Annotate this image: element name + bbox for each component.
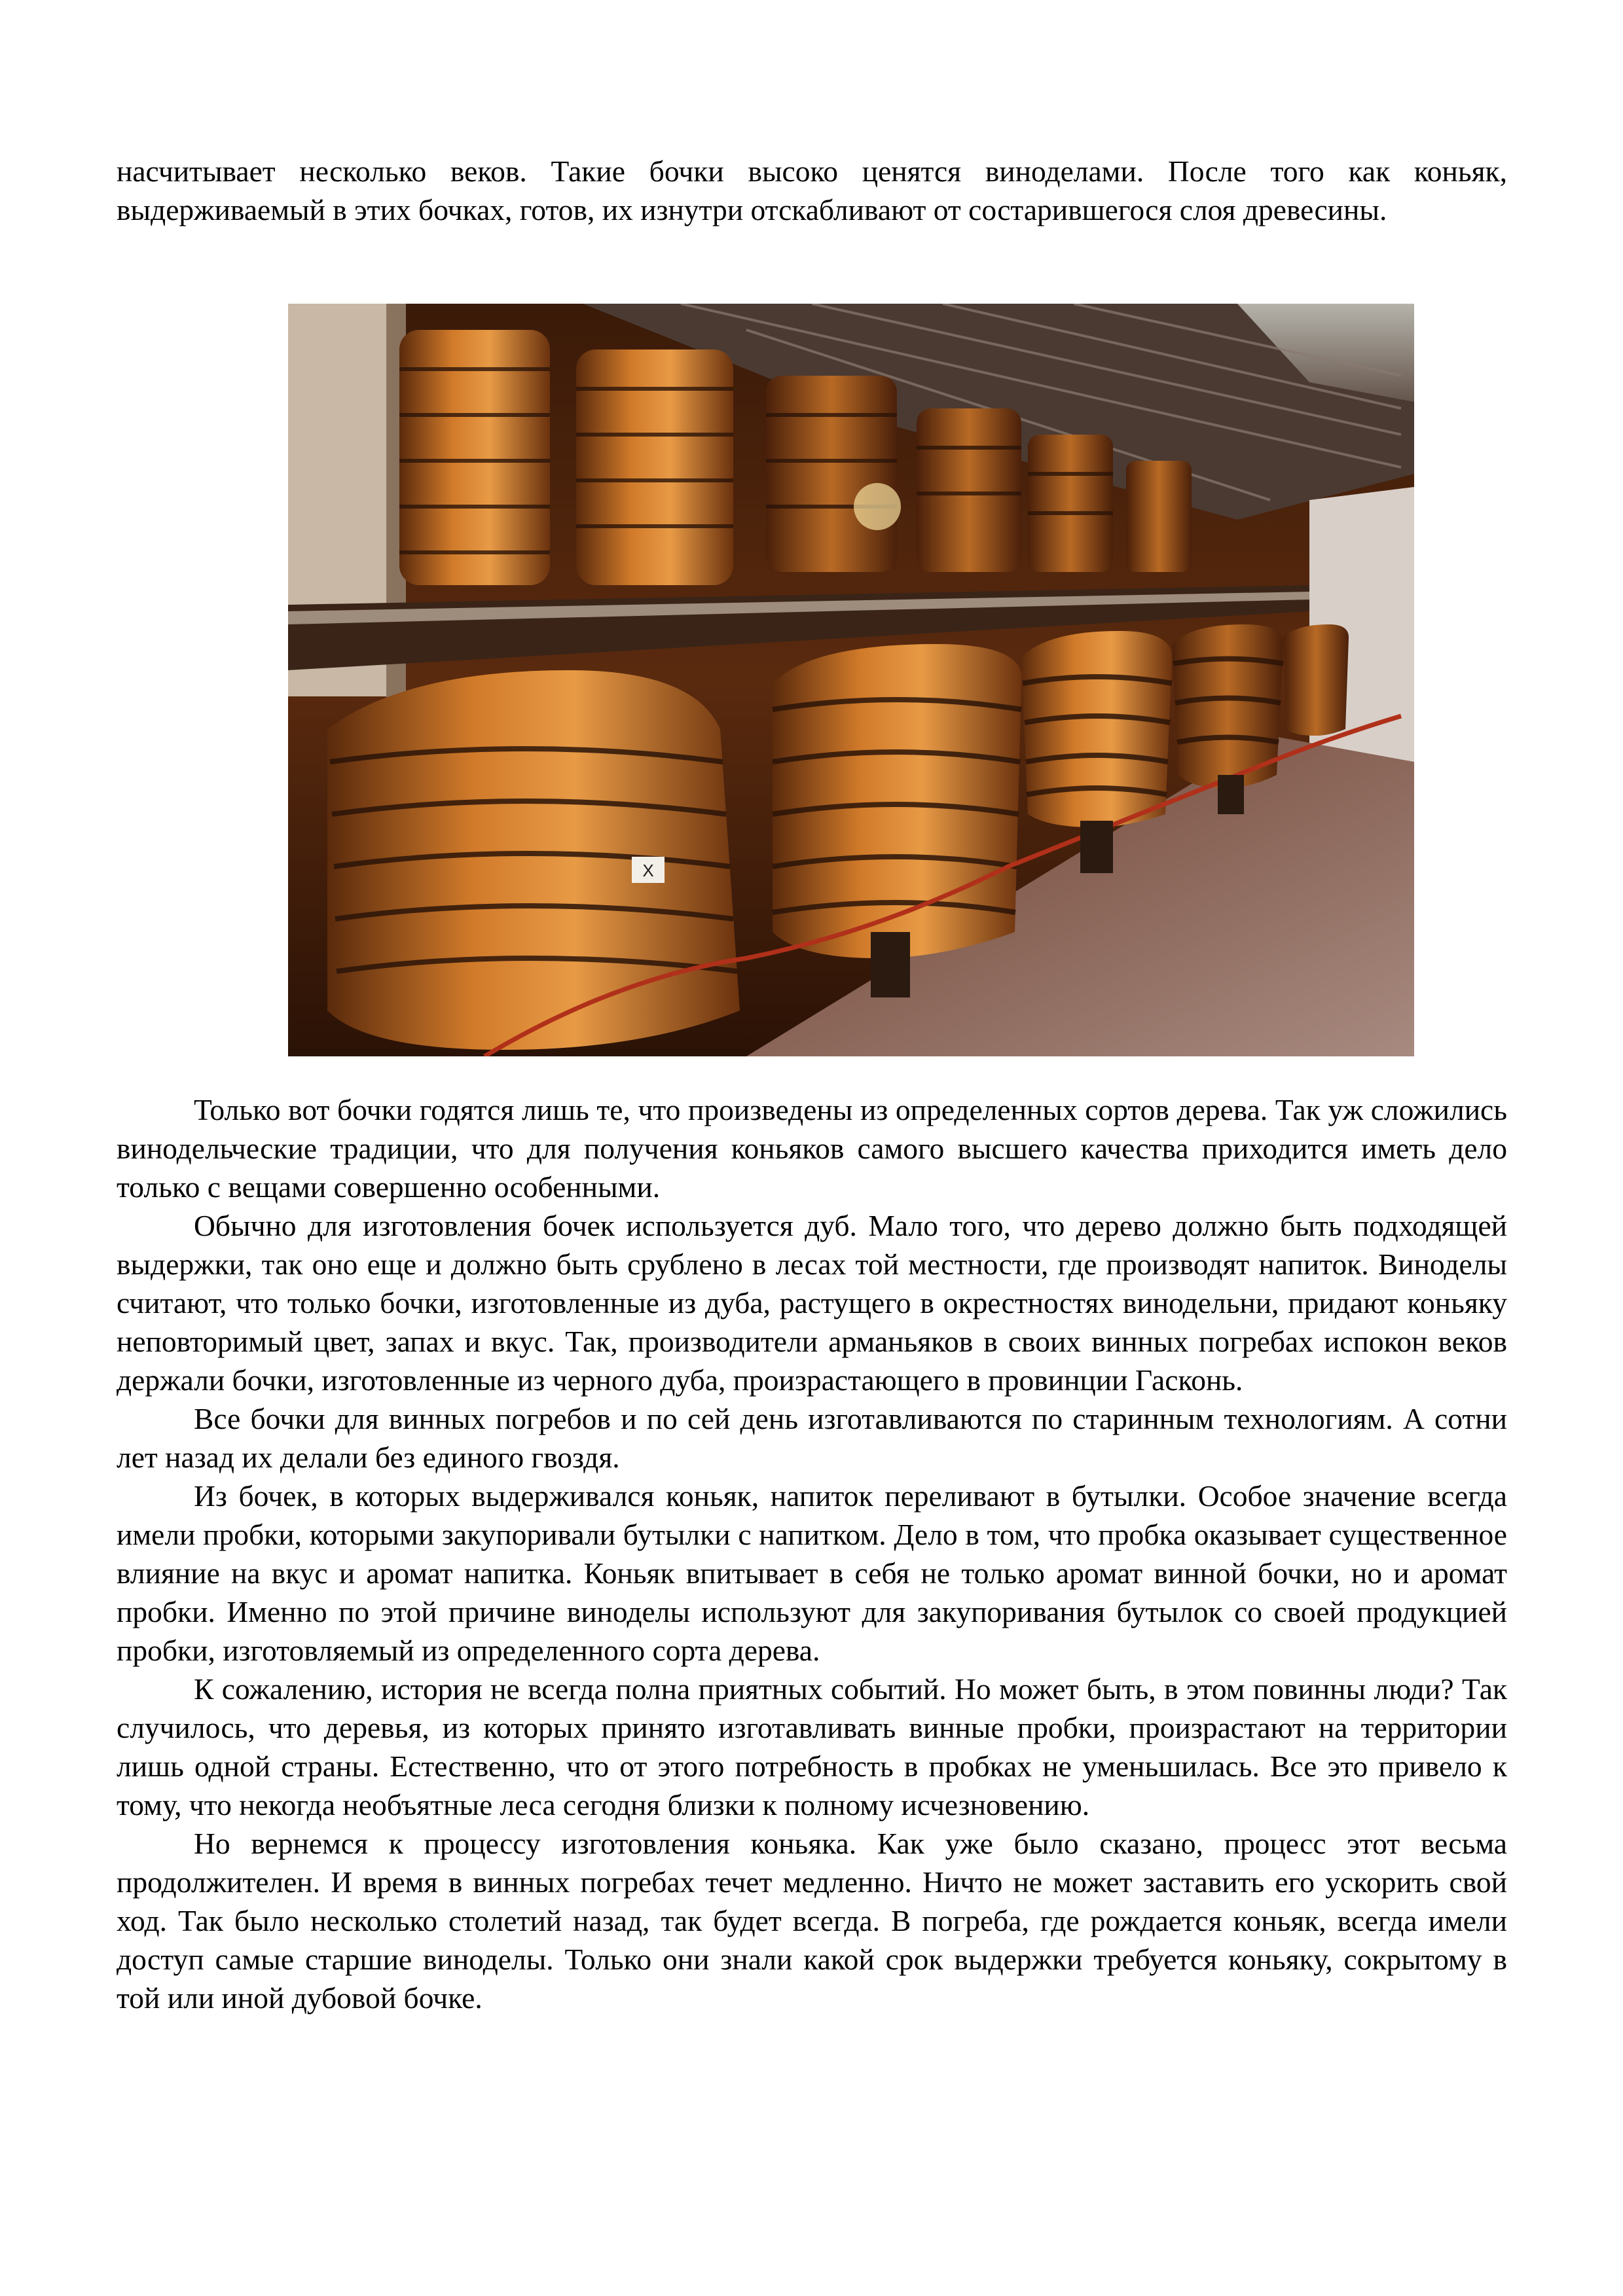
paragraph: К сожалению, история не всегда полна приятных событий. Но может быть, в этом повинны люди? Так случилось, что деревья, из которых принято изготавливать винные пробки, произрастают на территории лишь одной страны. Естественно, что от этого потребность в пробках не уменьшилась. Все это привело к тому, что некогда необъятные леса сегодня близки к полному исчезновению. <box>117 1672 1507 1821</box>
intro-paragraph: насчитывает несколько веков. Такие бочки высоко ценятся виноделами. После того как коньяк, выдерживаемый в этих бочках, готов, их изнутри отскабливают от состарившегося слоя древесины. <box>117 154 1507 226</box>
cellar-illustration <box>288 304 1414 1056</box>
body-text <box>117 1090 1507 2017</box>
cognac-cellar-photo <box>288 304 1414 1056</box>
paragraph: Обычно для изготовления бочек используется дуб. Мало того, что дерево должно быть подходящей выдержки, так оно еще и должно быть срублено в лесах той местности, где производят напиток. Виноделы считают, что только бочки, изготовленные из дуба, растущего в окрестностях винодельни, придают коньяку неповторимый цвет, запах и вкус. Так, производители арманьяков в своих винных погребах испокон веков держали бочки, изготовленные из черного дуба, произрастающего в провинции Гасконь. <box>117 1209 1507 1397</box>
paragraph: Все бочки для винных погребов и по сей день изготавливаются по старинным технологиям. А сотни лет назад их делали без единого гвоздя. <box>117 1402 1507 1474</box>
intro-text <box>117 152 1507 229</box>
paragraph: Только вот бочки годятся лишь те, что произведены из определенных сортов дерева. Так уж сложились винодельческие традиции, что для получения коньяков самого высшего качества приходится иметь дело только с вещами совершенно особенными. <box>117 1093 1507 1204</box>
paragraph: Но вернемся к процессу изготовления коньяка. Как уже было сказано, процесс этот весьма продолжителен. И время в винных погребах течет медленно. Ничто не может заставить его ускорить свой ход. Так было несколько столетий назад, так будет всегда. В погреба, где рождается коньяк, всегда имели доступ самые старшие виноделы. Только они знали какой срок выдержки требуется коньяку, сокрытому в той или иной дубовой бочке. <box>117 1827 1507 2015</box>
vat-label: X <box>642 861 654 880</box>
paragraph: Из бочек, в которых выдерживался коньяк, напиток переливают в бутылки. Особое значение всегда имели пробки, которыми закупоривали бутылки с напитком. Дело в том, что пробка оказывает существенное влияние на вкус и аромат напитка. Коньяк впитывает в себя не только аромат винной бочки, но и аромат пробки. Именно по этой причине виноделы используют для закупоривания бутылок со своей продукцией пробки, изготовляемый из определенного сорта дерева. <box>117 1479 1507 1667</box>
